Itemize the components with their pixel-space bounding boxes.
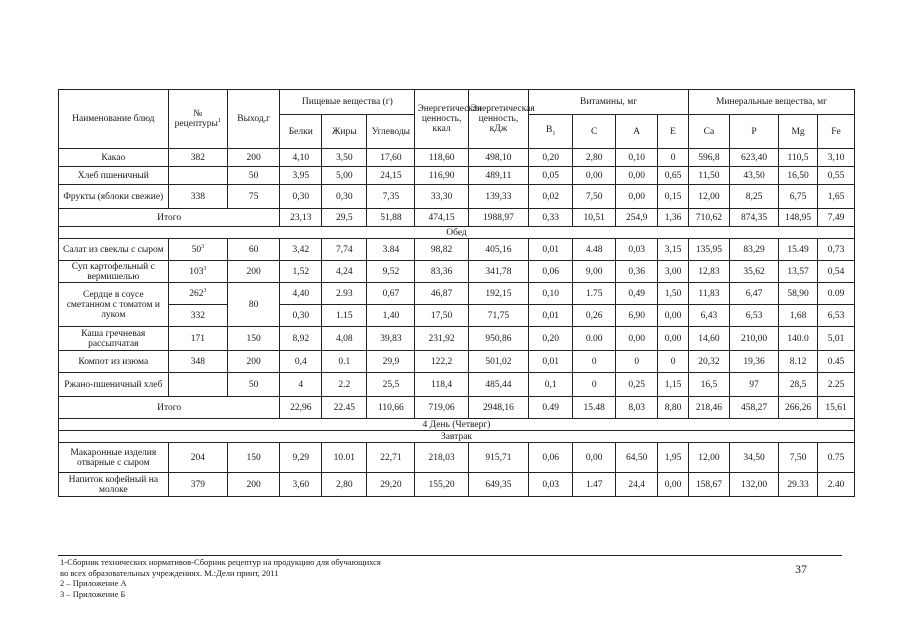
value-cell: 0,20: [529, 327, 573, 351]
recipe-number: 348: [168, 351, 227, 373]
value-cell: 12,00: [688, 185, 729, 209]
value-cell: 0: [573, 351, 616, 373]
value-cell: 29.33: [779, 473, 818, 497]
dish-name: Макаронные изделия отварные с сыром: [59, 443, 169, 473]
value-cell: 2.2: [322, 373, 367, 397]
value-cell: 0,4: [280, 351, 322, 373]
value-cell: 13,57: [779, 261, 818, 283]
value-cell: 1,36: [658, 209, 689, 227]
value-cell: 0.00: [573, 327, 616, 351]
value-cell: 7,35: [367, 185, 415, 209]
value-cell: 0,00: [658, 473, 689, 497]
value-cell: 1,15: [658, 373, 689, 397]
value-cell: 71,75: [468, 305, 528, 327]
value-cell: 0,30: [280, 185, 322, 209]
value-cell: 0,00: [616, 167, 658, 185]
dish-name: Компот из изюма: [59, 351, 169, 373]
recipe-number: 382: [168, 149, 227, 167]
value-cell: 0,55: [818, 167, 855, 185]
value-cell: 0,49: [616, 283, 658, 305]
table-row: [59, 283, 855, 305]
value-cell: 4,40: [280, 283, 322, 305]
header-energy-kj: Энергетическая ценность, кДж: [468, 90, 528, 149]
section-row: [59, 419, 855, 431]
value-cell: 4.48: [573, 239, 616, 261]
value-cell: 39,83: [367, 327, 415, 351]
value-cell: 6,47: [729, 283, 778, 305]
table-row: [59, 149, 855, 167]
yield-value: 150: [228, 443, 280, 473]
value-cell: 0,30: [280, 305, 322, 327]
value-cell: 14,60: [688, 327, 729, 351]
value-cell: 5,00: [322, 167, 367, 185]
value-cell: 0,54: [818, 261, 855, 283]
dish-name: Сердце в соусе сметанном с томатом и луком: [59, 283, 169, 327]
value-cell: 6,53: [729, 305, 778, 327]
value-cell: 3,42: [280, 239, 322, 261]
total-label: Итого: [59, 397, 280, 419]
value-cell: 33,30: [415, 185, 468, 209]
yield-value: 200: [228, 473, 280, 497]
value-cell: 2.40: [818, 473, 855, 497]
value-cell: 4: [280, 373, 322, 397]
value-cell: 17,60: [367, 149, 415, 167]
value-cell: 6,90: [616, 305, 658, 327]
value-cell: 0,06: [529, 443, 573, 473]
header-fe: Fe: [818, 115, 855, 149]
value-cell: 29,5: [322, 209, 367, 227]
value-cell: 0.09: [818, 283, 855, 305]
value-cell: 16,50: [779, 167, 818, 185]
value-cell: 6,43: [688, 305, 729, 327]
value-cell: 0,00: [658, 327, 689, 351]
value-cell: 950,86: [468, 327, 528, 351]
table-row: [59, 185, 855, 209]
value-cell: 405,16: [468, 239, 528, 261]
header-b1: $B_1$: [529, 115, 573, 149]
dish-name: Фрукты (яблоки свежие): [59, 185, 169, 209]
value-cell: 15.49: [779, 239, 818, 261]
value-cell: 218,03: [415, 443, 468, 473]
dish-name: Салат из свеклы с сыром: [59, 239, 169, 261]
value-cell: 9,52: [367, 261, 415, 283]
section-lunch: Обед: [59, 227, 855, 239]
value-cell: 0,01: [529, 351, 573, 373]
value-cell: 3,60: [280, 473, 322, 497]
value-cell: 135,95: [688, 239, 729, 261]
value-cell: 15,61: [818, 397, 855, 419]
value-cell: 0,73: [818, 239, 855, 261]
value-cell: 155,20: [415, 473, 468, 497]
value-cell: 1,52: [280, 261, 322, 283]
section-row: [59, 227, 855, 239]
recipe-number: [168, 373, 227, 397]
value-cell: 0,00: [658, 305, 689, 327]
value-cell: 51,88: [367, 209, 415, 227]
value-cell: 719,06: [415, 397, 468, 419]
yield-value: 75: [228, 185, 280, 209]
table-row: [59, 167, 855, 185]
value-cell: 7,49: [818, 209, 855, 227]
value-cell: 140.0: [779, 327, 818, 351]
value-cell: 58,90: [779, 283, 818, 305]
yield-value: 80: [228, 283, 280, 327]
table-row: [59, 327, 855, 351]
value-cell: 20,32: [688, 351, 729, 373]
value-cell: 0,20: [529, 149, 573, 167]
footnote-divider: [58, 555, 842, 556]
footnotes: [60, 557, 660, 599]
value-cell: 118,60: [415, 149, 468, 167]
value-cell: 0,10: [616, 149, 658, 167]
dish-name: Напиток кофейный на молоке: [59, 473, 169, 497]
value-cell: 231,92: [415, 327, 468, 351]
recipe-number: $103^3$: [168, 261, 227, 283]
recipe-number: 332: [168, 305, 227, 327]
value-cell: 2.93: [322, 283, 367, 305]
yield-value: 50: [228, 373, 280, 397]
recipe-number: $262^3$: [168, 283, 227, 305]
value-cell: 0.49: [529, 397, 573, 419]
value-cell: 9,00: [573, 261, 616, 283]
value-cell: 8.12: [779, 351, 818, 373]
value-cell: 3.84: [367, 239, 415, 261]
footnote-1-continued: во всех образовательных учреждениях. М.:Дели принт, 2011: [60, 567, 279, 578]
value-cell: 22,71: [367, 443, 415, 473]
table-row: [59, 305, 855, 327]
value-cell: 0,02: [529, 185, 573, 209]
header-minerals: Минеральные вещества, мг: [688, 90, 854, 115]
section-row: [59, 431, 855, 443]
value-cell: 35,62: [729, 261, 778, 283]
recipe-number: $50^3$: [168, 239, 227, 261]
value-cell: 4,24: [322, 261, 367, 283]
value-cell: 3,95: [280, 167, 322, 185]
value-cell: 132,00: [729, 473, 778, 497]
value-cell: 0,01: [529, 305, 573, 327]
value-cell: 2.25: [818, 373, 855, 397]
value-cell: 0: [616, 351, 658, 373]
value-cell: 23,13: [280, 209, 322, 227]
header-ca: Ca: [688, 115, 729, 149]
value-cell: 22,96: [280, 397, 322, 419]
header-protein: Белки: [280, 115, 322, 149]
header-vitamins: Витамины, мг: [529, 90, 689, 115]
value-cell: 623,40: [729, 149, 778, 167]
value-cell: 874,35: [729, 209, 778, 227]
value-cell: 83,29: [729, 239, 778, 261]
value-cell: 29,20: [367, 473, 415, 497]
value-cell: 0,26: [573, 305, 616, 327]
value-cell: 210,00: [729, 327, 778, 351]
section-breakfast: Завтрак: [59, 431, 855, 443]
value-cell: 8,25: [729, 185, 778, 209]
value-cell: 458,27: [729, 397, 778, 419]
value-cell: 498,10: [468, 149, 528, 167]
value-cell: 0.1: [322, 351, 367, 373]
yield-value: 50: [228, 167, 280, 185]
value-cell: 11,50: [688, 167, 729, 185]
value-cell: 25,5: [367, 373, 415, 397]
section-day-4: 4 День (Четверг): [59, 419, 855, 431]
header-carbs: Углеводы: [367, 115, 415, 149]
dish-name: Хлеб пшеничный: [59, 167, 169, 185]
value-cell: 1,50: [658, 283, 689, 305]
recipe-number: 338: [168, 185, 227, 209]
recipe-number: [168, 167, 227, 185]
value-cell: 6,53: [818, 305, 855, 327]
value-cell: 0,1: [529, 373, 573, 397]
total-row: [59, 209, 855, 227]
nutrition-table: [58, 89, 855, 497]
header-e: E: [658, 115, 689, 149]
value-cell: 7,74: [322, 239, 367, 261]
value-cell: 148,95: [779, 209, 818, 227]
value-cell: 0.75: [818, 443, 855, 473]
value-cell: 0,03: [529, 473, 573, 497]
value-cell: 43,50: [729, 167, 778, 185]
dish-name: Суп картофельный с вермишелью: [59, 261, 169, 283]
value-cell: 6,75: [779, 185, 818, 209]
value-cell: 489,11: [468, 167, 528, 185]
value-cell: 8,03: [616, 397, 658, 419]
value-cell: 474,15: [415, 209, 468, 227]
yield-value: 150: [228, 327, 280, 351]
value-cell: 0,10: [529, 283, 573, 305]
total-label: Итого: [59, 209, 280, 227]
value-cell: 4,10: [280, 149, 322, 167]
recipe-number: 171: [168, 327, 227, 351]
header-row-1: [59, 90, 855, 115]
value-cell: 29,9: [367, 351, 415, 373]
value-cell: 139,33: [468, 185, 528, 209]
value-cell: 110,5: [779, 149, 818, 167]
value-cell: 0,30: [322, 185, 367, 209]
value-cell: 341,78: [468, 261, 528, 283]
table-row: [59, 443, 855, 473]
value-cell: 254,9: [616, 209, 658, 227]
value-cell: 3,10: [818, 149, 855, 167]
value-cell: 1,40: [367, 305, 415, 327]
value-cell: 0,36: [616, 261, 658, 283]
table-row: [59, 473, 855, 497]
value-cell: 7,50: [573, 185, 616, 209]
value-cell: 118,4: [415, 373, 468, 397]
table-row: [59, 351, 855, 373]
value-cell: 485,44: [468, 373, 528, 397]
value-cell: 1988,97: [468, 209, 528, 227]
dish-name: Ржано-пшеничный хлеб: [59, 373, 169, 397]
value-cell: 192,15: [468, 283, 528, 305]
yield-value: 200: [228, 149, 280, 167]
value-cell: 1,68: [779, 305, 818, 327]
value-cell: 158,67: [688, 473, 729, 497]
recipe-number: 204: [168, 443, 227, 473]
footnote-2: 2 – Приложение А: [60, 578, 127, 588]
value-cell: 16,5: [688, 373, 729, 397]
value-cell: 11,83: [688, 283, 729, 305]
value-cell: 98,82: [415, 239, 468, 261]
value-cell: 46,87: [415, 283, 468, 305]
footnote-1: 1-Сборник технических нормативов-Сборник рецептур на продукцию для обучающихся: [60, 557, 381, 567]
value-cell: 8,92: [280, 327, 322, 351]
header-a: A: [616, 115, 658, 149]
dish-name: Каша гречневая рассыпчатая: [59, 327, 169, 351]
header-p: P: [729, 115, 778, 149]
value-cell: 10,51: [573, 209, 616, 227]
header-energy-kcal: Энергетическая ценность, ккал: [415, 90, 468, 149]
value-cell: 0.45: [818, 351, 855, 373]
footnote-3: 3 – Приложение Б: [60, 588, 126, 599]
header-nutrients: Пищевые вещества (г): [280, 90, 415, 115]
value-cell: 83,36: [415, 261, 468, 283]
yield-value: 200: [228, 351, 280, 373]
header-mg: Mg: [779, 115, 818, 149]
value-cell: 3,15: [658, 239, 689, 261]
value-cell: 2,80: [573, 149, 616, 167]
value-cell: 0,67: [367, 283, 415, 305]
value-cell: 15.48: [573, 397, 616, 419]
value-cell: 28,5: [779, 373, 818, 397]
header-fat: Жиры: [322, 115, 367, 149]
value-cell: 24,15: [367, 167, 415, 185]
value-cell: 501,02: [468, 351, 528, 373]
value-cell: 266,26: [779, 397, 818, 419]
value-cell: 19,36: [729, 351, 778, 373]
recipe-number: 379: [168, 473, 227, 497]
value-cell: 4,08: [322, 327, 367, 351]
value-cell: 122,2: [415, 351, 468, 373]
table-row: [59, 373, 855, 397]
header-dish: Наименование блюд: [59, 90, 169, 149]
yield-value: 200: [228, 261, 280, 283]
value-cell: 0,15: [658, 185, 689, 209]
value-cell: 0,01: [529, 239, 573, 261]
value-cell: 22.45: [322, 397, 367, 419]
value-cell: 64,50: [616, 443, 658, 473]
table-row: [59, 239, 855, 261]
value-cell: 97: [729, 373, 778, 397]
value-cell: 915,71: [468, 443, 528, 473]
value-cell: 0,00: [573, 443, 616, 473]
value-cell: 12,83: [688, 261, 729, 283]
value-cell: 596,8: [688, 149, 729, 167]
value-cell: 0: [658, 149, 689, 167]
value-cell: 0,00: [573, 167, 616, 185]
value-cell: 0,65: [658, 167, 689, 185]
value-cell: 2,80: [322, 473, 367, 497]
value-cell: 3,00: [658, 261, 689, 283]
value-cell: 9,29: [280, 443, 322, 473]
value-cell: 1.75: [573, 283, 616, 305]
value-cell: 1,65: [818, 185, 855, 209]
value-cell: 3,50: [322, 149, 367, 167]
value-cell: 5,01: [818, 327, 855, 351]
value-cell: 2948,16: [468, 397, 528, 419]
value-cell: 110,66: [367, 397, 415, 419]
value-cell: 710,62: [688, 209, 729, 227]
value-cell: 0,05: [529, 167, 573, 185]
page-number: 37: [795, 562, 807, 576]
value-cell: 649,35: [468, 473, 528, 497]
value-cell: 218,46: [688, 397, 729, 419]
header-yield: Выход,г: [228, 90, 280, 149]
value-cell: 34,50: [729, 443, 778, 473]
value-cell: 0,03: [616, 239, 658, 261]
dish-name: Какао: [59, 149, 169, 167]
value-cell: 12,00: [688, 443, 729, 473]
total-row: [59, 397, 855, 419]
value-cell: 8,80: [658, 397, 689, 419]
value-cell: 0,00: [616, 327, 658, 351]
value-cell: 17,50: [415, 305, 468, 327]
value-cell: 10.01: [322, 443, 367, 473]
value-cell: 24,4: [616, 473, 658, 497]
value-cell: 0,25: [616, 373, 658, 397]
value-cell: 0: [573, 373, 616, 397]
value-cell: 1.15: [322, 305, 367, 327]
yield-value: 60: [228, 239, 280, 261]
table-row: [59, 261, 855, 283]
header-recipe: № рецептуры$^1$: [168, 90, 227, 149]
value-cell: 0,06: [529, 261, 573, 283]
value-cell: 116,90: [415, 167, 468, 185]
value-cell: 1,95: [658, 443, 689, 473]
value-cell: 7,50: [779, 443, 818, 473]
value-cell: 0,00: [616, 185, 658, 209]
header-c: C: [573, 115, 616, 149]
value-cell: 0,33: [529, 209, 573, 227]
value-cell: 0: [658, 351, 689, 373]
value-cell: 1.47: [573, 473, 616, 497]
